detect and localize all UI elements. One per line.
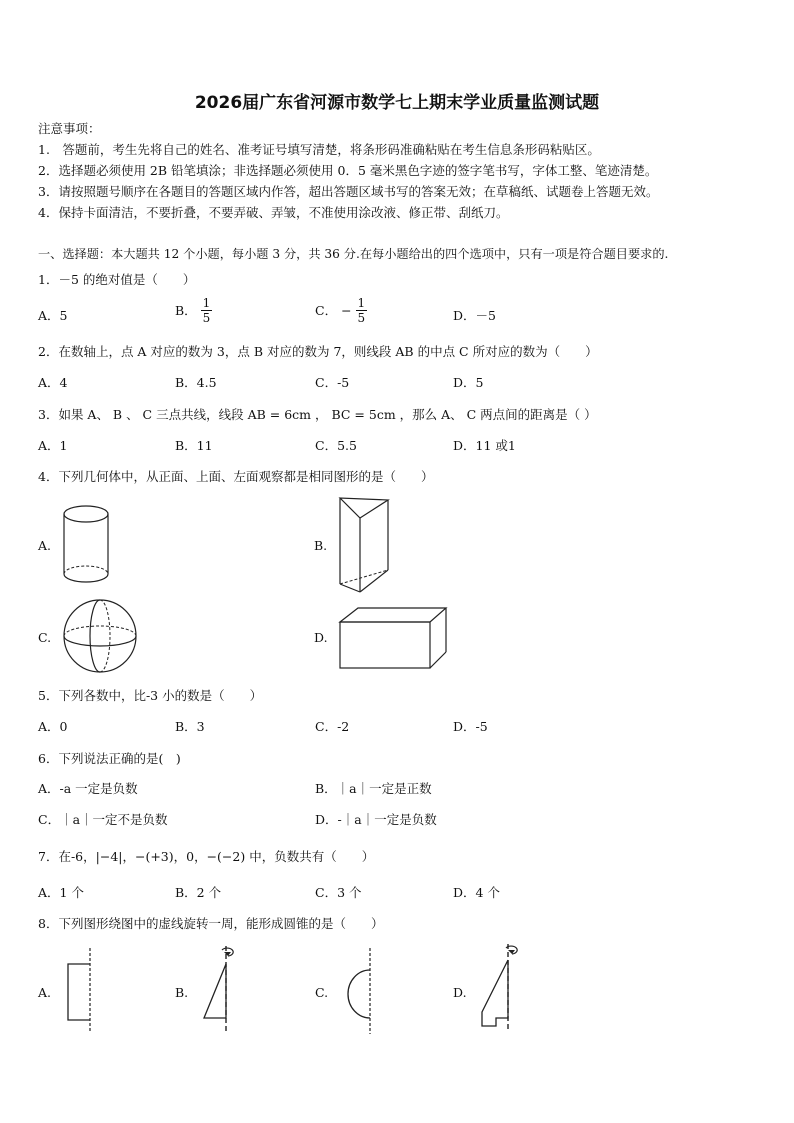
page-title: 2026届广东省河源市数学七上期末学业质量监测试题	[194, 93, 600, 113]
q4-option-a: A.	[38, 538, 52, 553]
section-heading: 一、选择题：本大题共 12 个小题，每小题 3 分，共 36 分.在每小题给出的四个选项中，只有一项是符合题目要求的.	[38, 247, 669, 261]
notice-item-2: 2．选择题必须使用 2B 铅笔填涂；非选择题必须使用 0．5 毫米黑色字迹的签字笔书写，字体工整、笔迹清楚。	[38, 163, 658, 178]
q2-option-d: D．5	[453, 375, 484, 390]
q7-option-a: A．1 个	[38, 885, 84, 900]
cylinder-figure	[62, 505, 112, 585]
q5-option-a: A．0	[38, 719, 68, 734]
q1-option-c-denominator: 5	[357, 311, 366, 325]
stepped-triangle-rotation-figure	[478, 942, 522, 1034]
q6-option-b: B．｜a｜一定是正数	[315, 781, 432, 796]
q1-option-c-fraction	[356, 296, 368, 325]
q7-option-d: D．4 个	[453, 885, 500, 900]
q5-option-b: B．3	[175, 719, 205, 734]
q6-option-a: A．-a 一定是负数	[38, 781, 138, 796]
q2-option-b: B．4.5	[175, 375, 217, 390]
q1-option-c-label: C．	[315, 302, 338, 318]
triangular-prism-figure	[336, 496, 396, 596]
q1-option-c	[315, 296, 367, 325]
notice-item-4: 4．保持卡面清洁，不要折叠，不要弄破、弄皱，不准使用涂改液、修正带、刮纸刀。	[38, 205, 509, 220]
q7-stem: 7．在-6，|−4|，−(+3)，0，−(−2) 中，负数共有（ ）	[38, 849, 375, 864]
cuboid-figure	[338, 606, 450, 672]
q1-option-b	[175, 296, 212, 325]
q3-stem: 3．如果 A、 B 、 C 三点共线，线段 AB = 6cm ， BC = 5cm ，那么 A、 C 两点间的距离是（ ）	[38, 407, 597, 422]
sphere-figure	[62, 598, 142, 678]
q3-option-c: C．5.5	[315, 438, 357, 453]
q2-option-a: A．4	[38, 375, 68, 390]
q1-option-b-fraction	[201, 296, 213, 325]
q1-option-b-label: B．	[175, 302, 197, 318]
notice-item-3: 3．请按照题号顺序在各题目的答题区域内作答，超出答题区域书写的答案无效；在草稿纸、试题卷上答题无效。	[38, 184, 659, 199]
q3-option-d: D．11 或1	[453, 438, 516, 453]
q6-option-c: C．｜a｜一定不是负数	[38, 812, 168, 827]
q5-option-c: C．-2	[315, 719, 350, 734]
q4-stem: 4．下列几何体中，从正面、上面、左面观察都是相同图形的是（ ）	[38, 469, 434, 484]
q6-option-d: D．-｜a｜一定是负数	[315, 812, 437, 827]
q1-stem: 1．－5 的绝对值是（ ）	[38, 272, 196, 287]
q8-stem: 8．下列图形绕图中的虚线旋转一周，能形成圆锥的是（ ）	[38, 916, 384, 931]
q4-option-b: B.	[314, 538, 328, 553]
q1-option-b-numerator: 1	[202, 296, 211, 310]
q7-option-b: B．2 个	[175, 885, 222, 900]
q8-option-d: D.	[453, 985, 467, 1000]
q1-option-a: A．5	[38, 308, 68, 323]
q1-option-b-denominator: 5	[202, 311, 211, 325]
notice-item-1: 1. 答题前，考生先将自己的姓名、准考证号填写清楚，将条形码准确粘贴在考生信息条形码粘贴区。	[38, 142, 600, 157]
q3-option-b: B．11	[175, 438, 213, 453]
q8-option-a: A.	[38, 985, 52, 1000]
q5-stem: 5．下列各数中，比-3 小的数是（ ）	[38, 688, 263, 703]
q1-option-d: D．－5	[453, 308, 496, 323]
q7-option-c: C．3 个	[315, 885, 362, 900]
q1-option-c-numerator: 1	[357, 296, 366, 310]
q5-option-d: D．-5	[453, 719, 488, 734]
right-triangle-rotation-figure	[198, 944, 238, 1034]
q1-option-c-sign: −	[341, 302, 352, 318]
q4-option-d: D.	[314, 630, 328, 645]
q8-option-c: C.	[315, 985, 329, 1000]
semicircle-rotation-figure	[338, 946, 378, 1036]
rectangle-rotation-figure	[64, 946, 98, 1034]
q3-option-a: A．1	[38, 438, 68, 453]
q2-option-c: C．-5	[315, 375, 350, 390]
q6-stem: 6．下列说法正确的是( )	[38, 751, 181, 766]
q8-option-b: B.	[175, 985, 189, 1000]
q4-option-c: C.	[38, 630, 52, 645]
notice-heading: 注意事项：	[38, 121, 101, 136]
q2-stem: 2．在数轴上，点 A 对应的数为 3，点 B 对应的数为 7，则线段 AB 的中点 C 所对应的数为（ ）	[38, 344, 598, 359]
